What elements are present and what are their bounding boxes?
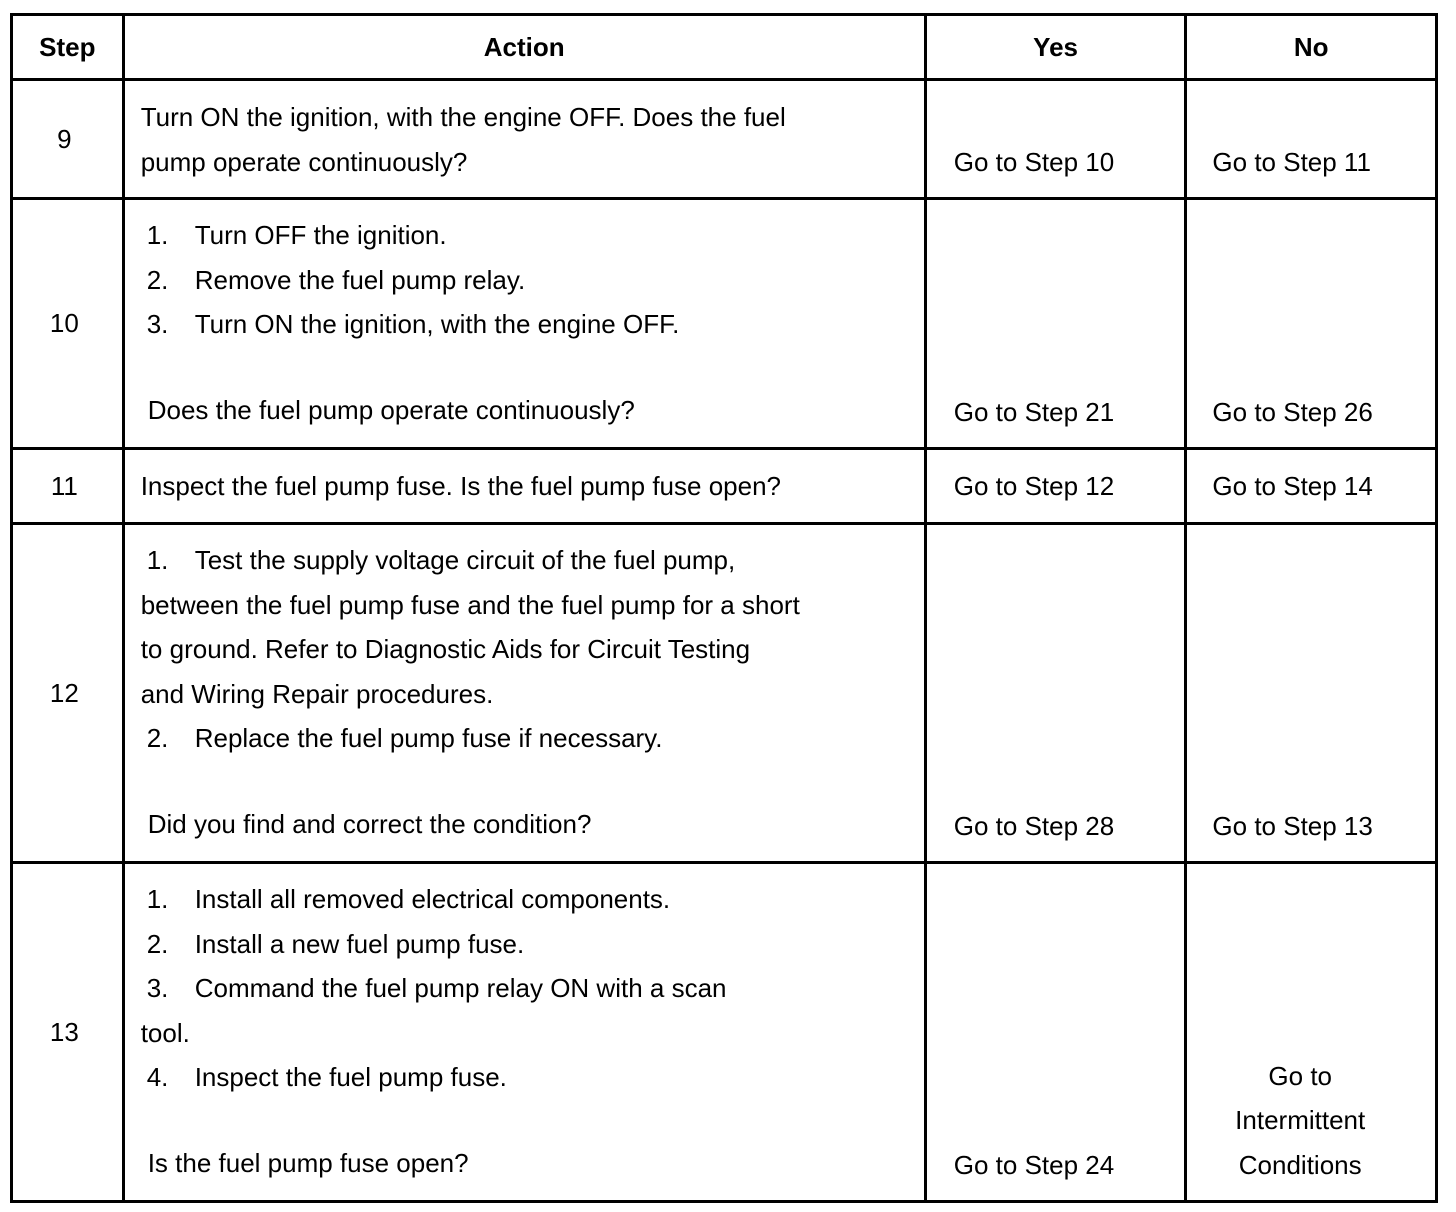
action-text: to ground. Refer to Diagnostic Aids for Circuit Testing: [140, 634, 751, 664]
action-text: Inspect the fuel pump fuse. Is the fuel pump fuse open?: [140, 470, 782, 501]
action-list-item: 1. Turn OFF the ignition.: [146, 220, 447, 250]
table-row: [12, 449, 1437, 524]
no-result: Go to Step 11: [1186, 80, 1437, 199]
yes-result: Go to Step 21: [925, 199, 1186, 449]
action-question: Did you find and correct the condition?: [147, 808, 592, 839]
diagnostic-table: [10, 13, 1438, 1203]
no-result-line: Go to: [1268, 1060, 1332, 1091]
action-cell: [123, 199, 925, 449]
action-text: between the fuel pump fuse and the fuel pump for a short: [140, 589, 800, 620]
step-number: 13: [12, 863, 124, 1202]
step-number: 12: [12, 524, 124, 863]
yes-result: Go to Step 24: [925, 863, 1186, 1202]
action-cell: [123, 80, 925, 199]
header-no: No: [1186, 15, 1437, 80]
action-list-item: 2. Remove the fuel pump relay.: [146, 264, 526, 295]
table-row: [12, 199, 1437, 449]
action-text: tool.: [140, 1017, 190, 1048]
action-list-item: 3. Turn ON the ignition, with the engine OFF.: [146, 309, 680, 339]
header-yes: Yes: [925, 15, 1186, 80]
action-cell: [123, 524, 925, 863]
action-question: Is the fuel pump fuse open?: [147, 1147, 469, 1178]
table-row: [12, 524, 1437, 863]
yes-result: Go to Step 28: [925, 524, 1186, 863]
action-text: and Wiring Repair procedures.: [140, 678, 494, 709]
action-list-item: 3. Command the fuel pump relay ON with a scan: [146, 973, 727, 1003]
no-result-line: Conditions: [1238, 1149, 1362, 1180]
header-step: Step: [12, 15, 124, 80]
no-result: [1186, 863, 1437, 1202]
no-result-line: Intermittent: [1235, 1105, 1366, 1135]
no-result: Go to Step 14: [1186, 449, 1437, 524]
step-number: 11: [12, 449, 124, 524]
step-number: 10: [12, 199, 124, 449]
action-text: Turn ON the ignition, with the engine OFF. Does the fuel: [140, 102, 786, 132]
table-row: [12, 80, 1437, 199]
yes-result: Go to Step 10: [925, 80, 1186, 199]
no-result: Go to Step 26: [1186, 199, 1437, 449]
table-header-row: [12, 15, 1437, 80]
action-text: pump operate continuously?: [140, 146, 468, 177]
step-number: 9: [12, 80, 124, 199]
action-list-item: 2. Replace the fuel pump fuse if necessary.: [146, 723, 663, 753]
action-cell: [123, 863, 925, 1202]
no-result: Go to Step 13: [1186, 524, 1437, 863]
action-list-item: 1. Install all removed electrical components.: [146, 884, 671, 914]
yes-result: Go to Step 12: [925, 449, 1186, 524]
action-cell: [123, 449, 925, 524]
action-list-item: 4. Inspect the fuel pump fuse.: [146, 1062, 507, 1092]
table-row: [12, 863, 1437, 1202]
action-list-item: 1. Test the supply voltage circuit of the fuel pump,: [146, 545, 736, 575]
action-question: Does the fuel pump operate continuously?: [147, 394, 635, 425]
header-action: Action: [123, 15, 925, 80]
action-list-item: 2. Install a new fuel pump fuse.: [146, 928, 525, 959]
